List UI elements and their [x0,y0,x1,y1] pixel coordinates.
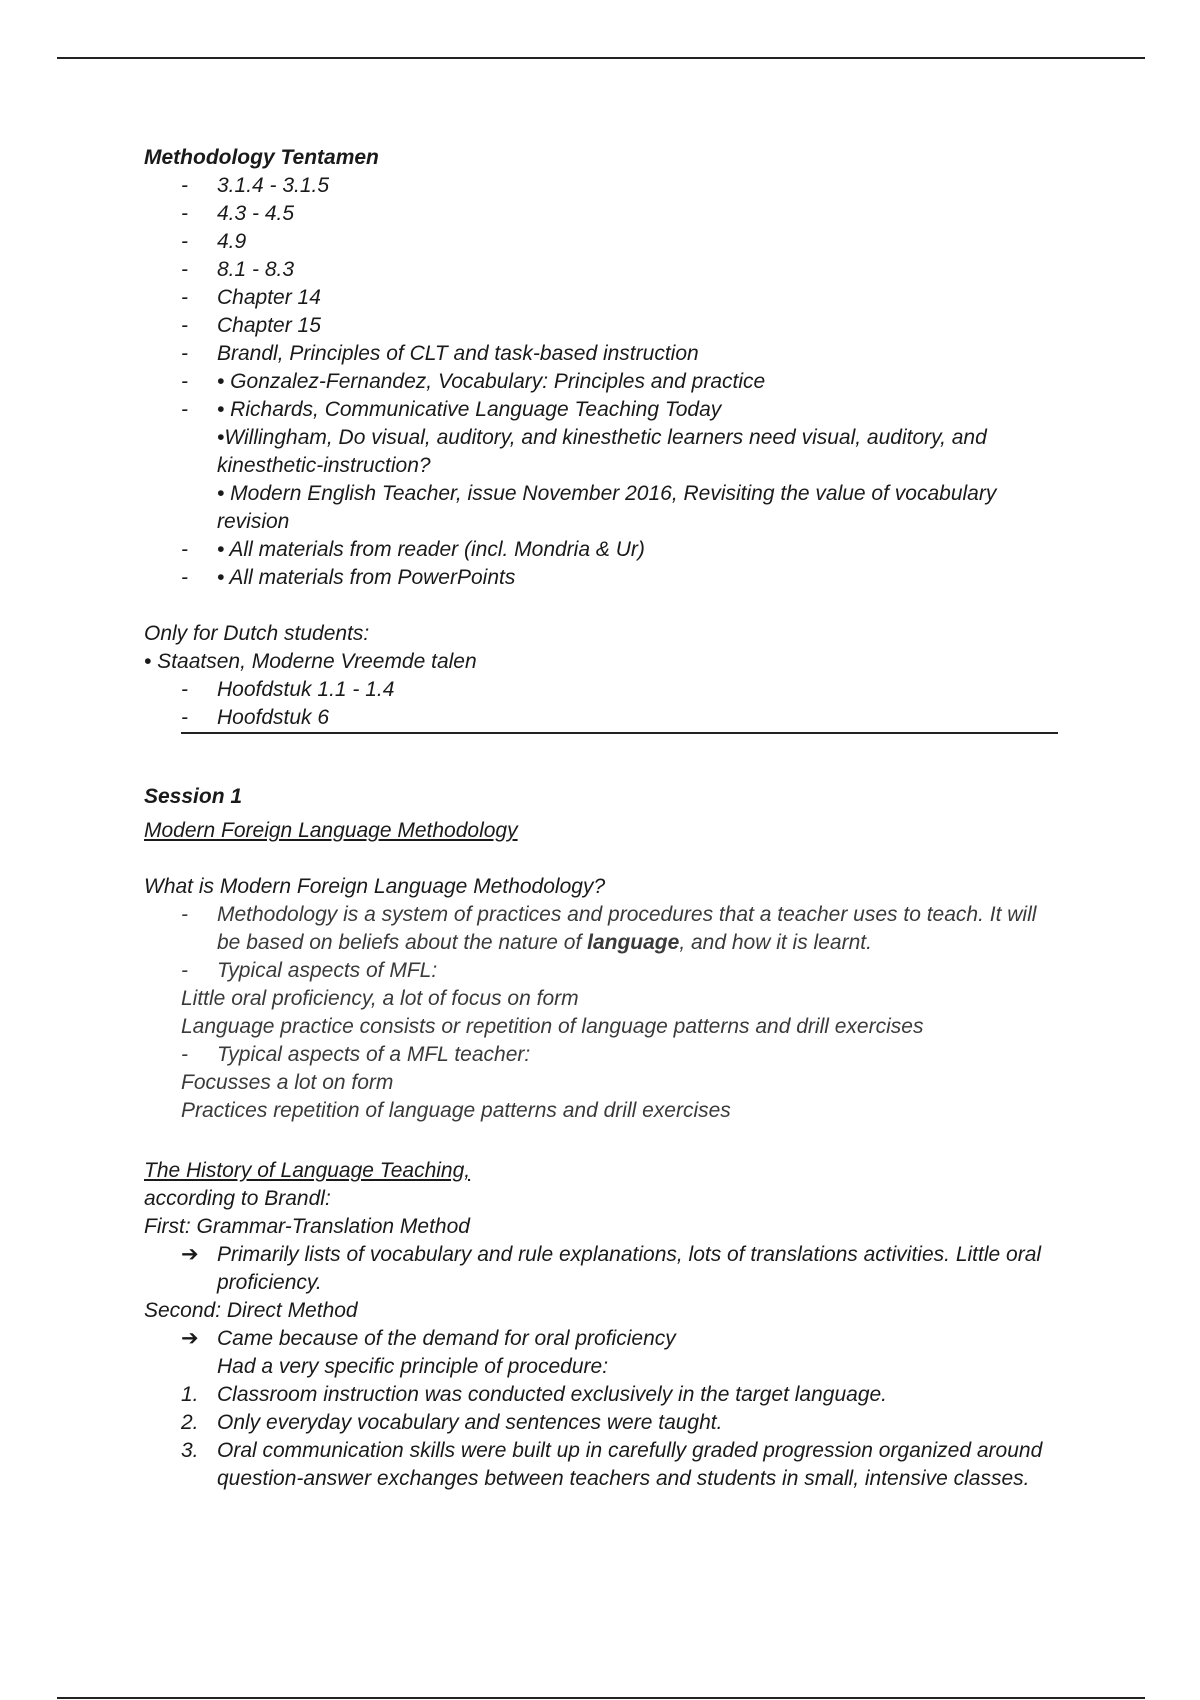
list-item: 1. Classroom instruction was conducted exclusively in the target language. [181,1383,888,1406]
list-item: - 4.3 - 4.5 [181,202,295,225]
history-according: according to Brandl: [144,1187,331,1210]
list-item: - Chapter 15 [181,314,321,337]
list-item: - • All materials from PowerPoints [181,566,516,589]
list-item: - 4.9 [181,230,247,253]
list-item: - Typical aspects of MFL: [181,959,438,982]
list-item: 2. Only everyday vocabulary and sentences were taught. [181,1411,723,1434]
list-item: - Hoofdstuk 6 [181,706,330,729]
list-item: - 3.1.4 - 3.1.5 [181,174,330,197]
principles-list [144,1381,1064,1493]
header-rule [57,57,1145,59]
list-item: - Brandl, Principles of CLT and task-based instruction [181,342,699,365]
tentamen-list [144,172,1064,424]
question-heading: What is Modern Foreign Language Methodology? [144,875,606,898]
list-item: - • Gonzalez-Fernandez, Vocabulary: Principles and practice [181,370,766,393]
dutch-list [144,676,1064,732]
aspect-line: Little oral proficiency, a lot of focus on form [181,987,579,1010]
session-title: Session 1 [144,785,243,808]
aspect-line: Focusses a lot on form [181,1071,394,1094]
list-item: - Methodology is a system of practices and procedures that a teacher uses to teach. It will be based on beliefs about the nature of language, and how it is learnt. [181,903,1037,954]
arrow-right-icon: ➔ [181,1327,199,1350]
willingham-item: •Willingham, Do visual, auditory, and kinesthetic learners need visual, auditory, and kinesthetic-instruction? [217,426,987,477]
history-first: First: Grammar-Translation Method [144,1215,470,1238]
list-item: - Chapter 14 [181,286,321,309]
definition-list [144,901,1064,985]
history-second: Second: Direct Method [144,1299,358,1322]
list-item: - 8.1 - 8.3 [181,258,295,281]
first-point-list [144,1241,1064,1297]
tentamen-list-end [144,536,1064,592]
list-item: - • Richards, Communicative Language Teaching Today [181,398,722,421]
session-subtitle: Modern Foreign Language Methodology [144,819,518,842]
list-item: 3. Oral communication skills were built up in carefully graded progression organized around question-answer exchanges between teachers and students in small, intensive classes. [181,1439,1043,1490]
aspect-line: Language practice consists or repetition of language patterns and drill exercises [181,1015,924,1038]
footer-rule [57,1697,1145,1699]
arrow-right-icon: ➔ [181,1243,199,1266]
met-item: • Modern English Teacher, issue November 2016, Revisiting the value of vocabulary revision [217,482,997,533]
list-item: - Typical aspects of a MFL teacher: [181,1043,531,1066]
aspect-line: Practices repetition of language patterns and drill exercises [181,1099,731,1122]
principle-intro: Had a very specific principle of procedure: [217,1355,609,1378]
tentamen-title: Methodology Tentamen [144,146,379,169]
dutch-book: • Staatsen, Moderne Vreemde talen [144,650,477,673]
second-point-list [144,1325,1064,1353]
list-item: - Hoofdstuk 1.1 - 1.4 [181,678,395,701]
history-title: The History of Language Teaching, [144,1159,471,1182]
list-item: ➔ Came because of the demand for oral proficiency [144,1325,1064,1353]
document-page [144,144,1064,1493]
list-item: - • All materials from reader (incl. Mondria & Ur) [181,538,645,561]
dutch-heading: Only for Dutch students: [144,622,370,645]
list-item: ➔ Primarily lists of vocabulary and rule explanations, lots of translations activities. Little oral proficiency. [181,1243,1042,1294]
teacher-list [144,1041,1064,1069]
